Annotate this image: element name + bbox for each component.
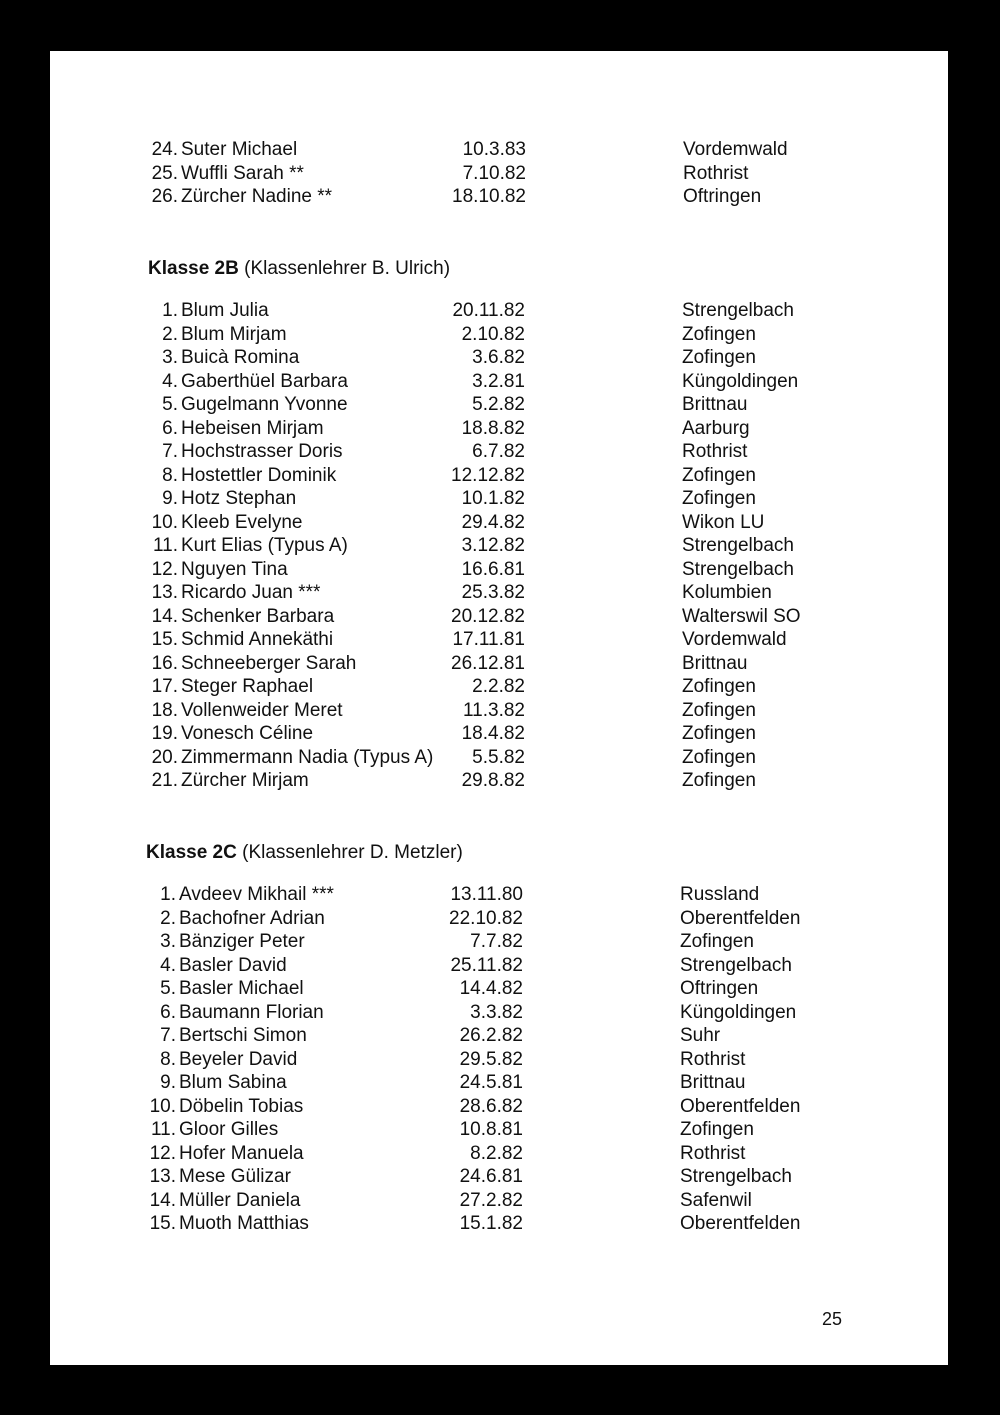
birth-date: 2.2.82 [472,676,525,697]
table-row [148,558,928,582]
hometown: Strengelbach [680,1166,792,1187]
table-row [148,652,928,676]
birth-date: 14.4.82 [459,978,523,999]
row-number: 3. [160,931,176,952]
hometown: Küngoldingen [682,370,799,392]
row-number: 3. [162,347,178,368]
table-row [148,299,928,323]
birth-date: 3.12.82 [461,535,525,556]
hometown: Strengelbach [682,535,794,556]
student-name: Döbelin Tobias [179,1095,304,1117]
birth-date: 5.2.82 [472,394,525,415]
birth-date: 3.2.81 [472,370,525,392]
birth-date: 12.12.82 [451,464,525,486]
table-row [146,954,926,978]
row-number: 1. [160,884,176,905]
birth-date: 11.3.82 [463,699,525,721]
hometown: Safenwil [680,1189,752,1211]
hometown: Aarburg [682,417,750,439]
hometown: Vordemwald [683,139,788,160]
hometown: Zofingen [682,699,756,721]
birth-date: 18.10.82 [452,186,526,207]
student-name: Mese Gülizar [179,1166,291,1187]
student-name: Gugelmann Yvonne [181,394,348,415]
hometown: Walterswil SO [682,605,801,627]
birth-date: 3.6.82 [472,347,525,368]
student-name: Zürcher Nadine ** [181,186,333,207]
hometown: Zofingen [682,746,756,768]
birth-date: 28.6.82 [459,1095,523,1117]
birth-date: 10.3.83 [462,139,526,160]
row-number: 14. [151,605,178,627]
table-row [148,746,928,770]
table-row [148,464,928,488]
table-row [146,1212,926,1236]
hometown: Brittnau [680,1072,746,1093]
table-row [148,440,928,464]
table-row [146,1024,926,1048]
birth-date: 29.5.82 [459,1048,523,1070]
hometown: Zofingen [682,464,756,486]
student-name: Bachofner Adrian [179,907,325,929]
student-name: Avdeev Mikhail *** [179,884,334,905]
student-name: Zimmermann Nadia (Typus A) [181,746,434,768]
student-name: Bertschi Simon [179,1025,307,1046]
table-row [146,1165,926,1189]
row-number: 12. [151,558,178,580]
birth-date: 18.8.82 [461,417,525,439]
student-name: Steger Raphael [181,676,314,697]
row-number: 11. [152,535,178,556]
table-row [148,769,928,793]
row-number: 18. [151,699,178,721]
row-number: 15. [149,1213,176,1234]
table-row [148,393,928,417]
birth-date: 5.5.82 [472,746,525,768]
student-name: Hotz Stephan [181,488,297,509]
row-number: 13. [149,1166,176,1187]
hometown: Zofingen [682,347,756,368]
table-row [148,511,928,535]
table-row [148,323,928,347]
birth-date: 15.1.82 [459,1213,523,1234]
birth-date: 7.10.82 [462,162,526,184]
row-number: 13. [151,582,178,603]
student-name: Nguyen Tina [181,558,288,580]
row-number: 12. [149,1142,176,1164]
table-row [148,370,928,394]
row-number: 8. [162,464,178,486]
hometown: Strengelbach [682,558,794,580]
birth-date: 24.6.81 [459,1166,523,1187]
row-number: 24. [151,139,178,160]
student-name: Müller Daniela [179,1189,301,1211]
student-name: Hebeisen Mirjam [181,417,324,439]
student-name: Ricardo Juan *** [181,582,321,603]
table-row [148,138,928,162]
row-number: 16. [151,652,178,674]
hometown: Strengelbach [680,954,792,976]
hometown: Oberentfelden [680,907,801,929]
hometown: Wikon LU [682,511,765,533]
student-name: Hofer Manuela [179,1142,304,1164]
table-row [148,487,928,511]
student-name: Kleeb Evelyne [181,511,303,533]
birth-date: 6.7.82 [472,441,525,462]
row-number: 20. [151,746,178,768]
row-number: 5. [160,978,176,999]
birth-date: 22.10.82 [449,907,523,929]
row-number: 26. [151,186,178,207]
birth-date: 29.4.82 [461,511,525,533]
row-number: 4. [160,954,176,976]
table-row [148,722,928,746]
table-row [146,977,926,1001]
row-number: 11. [150,1119,176,1140]
birth-date: 8.2.82 [470,1142,523,1164]
row-number: 19. [151,723,178,744]
table-row [148,699,928,723]
row-number: 6. [160,1001,176,1023]
hometown: Oftringen [680,978,759,999]
student-list-continued [148,138,928,209]
hometown: Rothrist [680,1142,746,1164]
hometown: Vordemwald [682,629,787,650]
student-name: Schmid Annekäthi [181,629,334,650]
row-number: 25. [151,162,178,184]
birth-date: 7.7.82 [470,931,523,952]
hometown: Rothrist [680,1048,746,1070]
table-row [148,581,928,605]
hometown: Zofingen [680,1119,754,1140]
student-name: Hochstrasser Doris [181,441,343,462]
birth-date: 26.2.82 [459,1025,523,1046]
birth-date: 3.3.82 [470,1001,523,1023]
hometown: Küngoldingen [680,1001,797,1023]
student-name: Blum Julia [181,300,269,321]
row-number: 10. [149,1095,176,1117]
hometown: Zofingen [682,770,756,791]
student-name: Schenker Barbara [181,605,335,627]
hometown: Oberentfelden [680,1095,801,1117]
row-number: 14. [149,1189,176,1211]
hometown: Russland [680,884,760,905]
row-number: 5. [162,394,178,415]
hometown: Zofingen [682,488,756,509]
table-row [148,628,928,652]
class-2b-list [148,299,928,793]
row-number: 17. [151,676,178,697]
student-name: Basler Michael [179,978,304,999]
row-number: 9. [162,488,178,509]
student-name: Vollenweider Meret [181,699,343,721]
hometown: Strengelbach [682,300,794,321]
table-row [146,1095,926,1119]
row-number: 8. [160,1048,176,1070]
row-number: 7. [162,441,178,462]
table-row [148,417,928,441]
student-name: Beyeler David [179,1048,298,1070]
birth-date: 10.1.82 [461,488,525,509]
student-name: Blum Mirjam [181,323,287,345]
table-row [148,605,928,629]
hometown: Zofingen [680,931,754,952]
class-2c-teacher: (Klassenlehrer D. Metzler) [236,842,463,863]
table-row [146,1118,926,1142]
hometown: Zofingen [682,323,756,345]
student-name: Baumann Florian [179,1001,324,1023]
birth-date: 25.3.82 [461,582,525,603]
class-2b-label: Klasse 2B [148,258,239,279]
row-number: 10. [151,511,178,533]
birth-date: 16.6.81 [461,558,525,580]
birth-date: 26.12.81 [451,652,525,674]
row-number: 9. [160,1072,176,1093]
birth-date: 13.11.80 [450,884,523,905]
hometown: Zofingen [682,723,756,744]
birth-date: 20.12.82 [451,605,525,627]
student-name: Buicà Romina [181,347,300,368]
student-name: Zürcher Mirjam [181,770,309,791]
table-row [146,1189,926,1213]
class-2c-list [146,883,926,1236]
class-2b-teacher: (Klassenlehrer B. Ulrich) [238,258,451,279]
student-name: Suter Michael [181,139,298,160]
document-page [50,51,948,1365]
birth-date: 17.11.81 [452,629,525,650]
table-row [146,1142,926,1166]
row-number: 2. [160,907,176,929]
table-row [146,1071,926,1095]
class-2c-label: Klasse 2C [146,842,237,863]
birth-date: 20.11.82 [452,300,525,321]
student-name: Schneeberger Sarah [181,652,357,674]
birth-date: 18.4.82 [461,723,525,744]
row-number: 6. [162,417,178,439]
hometown: Oberentfelden [680,1213,801,1234]
hometown: Oftringen [683,186,762,207]
hometown: Rothrist [682,441,748,462]
table-row [146,1048,926,1072]
hometown: Zofingen [682,676,756,697]
birth-date: 25.11.82 [450,954,523,976]
table-row [146,930,926,954]
birth-date: 10.8.81 [459,1119,523,1140]
birth-date: 29.8.82 [461,770,525,791]
row-number: 4. [162,370,178,392]
student-name: Gloor Gilles [179,1119,279,1140]
table-row [146,883,926,907]
student-name: Hostettler Dominik [181,464,337,486]
student-name: Wuffli Sarah ** [181,162,304,184]
row-number: 15. [151,629,178,650]
table-row [148,534,928,558]
hometown: Suhr [680,1025,721,1046]
hometown: Brittnau [682,394,748,415]
row-number: 21. [151,770,178,791]
class-2c-heading [146,841,463,865]
hometown: Rothrist [683,162,749,184]
table-row [148,162,928,186]
row-number: 2. [162,323,178,345]
table-row [148,675,928,699]
student-name: Basler David [179,954,287,976]
row-number: 1. [162,300,178,321]
page-number: 25 [822,1309,843,1329]
student-name: Blum Sabina [179,1072,287,1093]
table-row [148,185,928,209]
hometown: Kolumbien [682,582,772,603]
table-row [148,346,928,370]
table-row [146,907,926,931]
student-name: Kurt Elias (Typus A) [181,535,348,556]
hometown: Brittnau [682,652,748,674]
student-name: Muoth Matthias [179,1213,309,1234]
table-row [146,1001,926,1025]
student-name: Vonesch Céline [181,723,314,744]
birth-date: 2.10.82 [461,323,525,345]
student-name: Gaberthüel Barbara [181,370,348,392]
row-number: 7. [160,1025,176,1046]
birth-date: 27.2.82 [459,1189,523,1211]
class-2b-heading [148,257,450,281]
birth-date: 24.5.81 [459,1072,523,1093]
student-name: Bänziger Peter [179,931,305,952]
